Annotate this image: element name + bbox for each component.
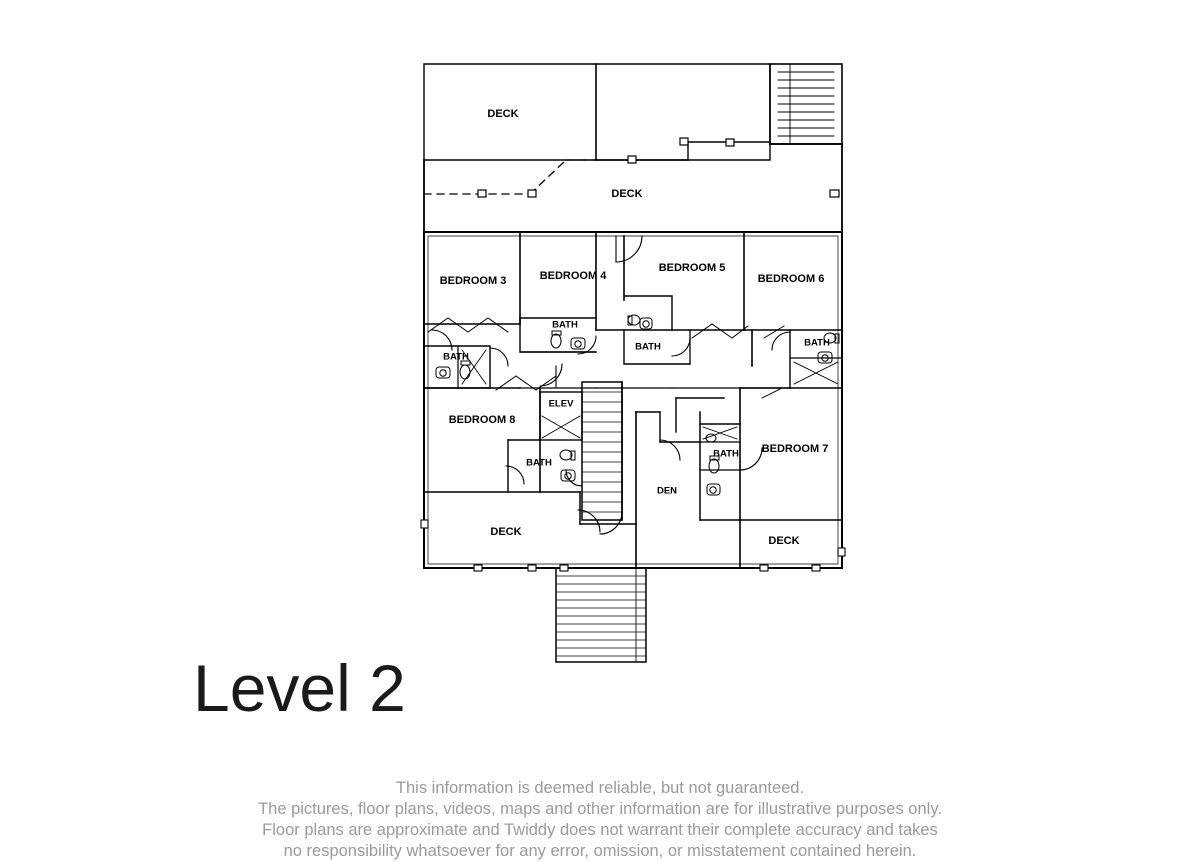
room-label-bedroom-4: BEDROOM 4 [539, 269, 607, 282]
room-label-bath-7: BATH [713, 448, 739, 460]
disclaimer-line-4: no responsibility whatsoever for any error, omission, or misstatement contained herein. [283, 842, 917, 861]
plan-geometry [421, 64, 845, 662]
room-label-bedroom-6: BEDROOM 6 [757, 272, 825, 285]
room-label-bedroom-7: BEDROOM 7 [761, 442, 829, 455]
room-labels [440, 108, 830, 547]
room-label-deck-upper: DECK [487, 107, 519, 120]
room-label-bath-3: BATH [443, 351, 469, 363]
page-title: Level 2 [193, 651, 406, 725]
room-label-bath-6: BATH [804, 337, 830, 349]
room-label-deck-right: DECK [768, 534, 800, 547]
room-label-bedroom-8: BEDROOM 8 [448, 413, 516, 426]
room-label-den: DEN [656, 485, 678, 497]
disclaimer-line-3: Floor plans are approximate and Twiddy does not warrant their complete accuracy and takes [262, 821, 938, 840]
room-label-elevator: ELEV [548, 398, 574, 410]
room-label-bath-8: BATH [526, 457, 552, 469]
disclaimer-line-1: This information is deemed reliable, but not guaranteed. [395, 779, 805, 797]
room-label-bedroom-5: BEDROOM 5 [658, 261, 726, 274]
room-label-bath-5: BATH [635, 341, 661, 353]
room-label-bedroom-3: BEDROOM 3 [439, 274, 507, 287]
room-label-bath-4: BATH [552, 319, 578, 331]
disclaimer [0, 778, 1200, 862]
room-label-deck-front: DECK [611, 187, 643, 200]
disclaimer-line-2: The pictures, floor plans, videos, maps and other information are for illustrative purposes only. [258, 800, 942, 819]
room-label-deck-left: DECK [490, 525, 522, 538]
